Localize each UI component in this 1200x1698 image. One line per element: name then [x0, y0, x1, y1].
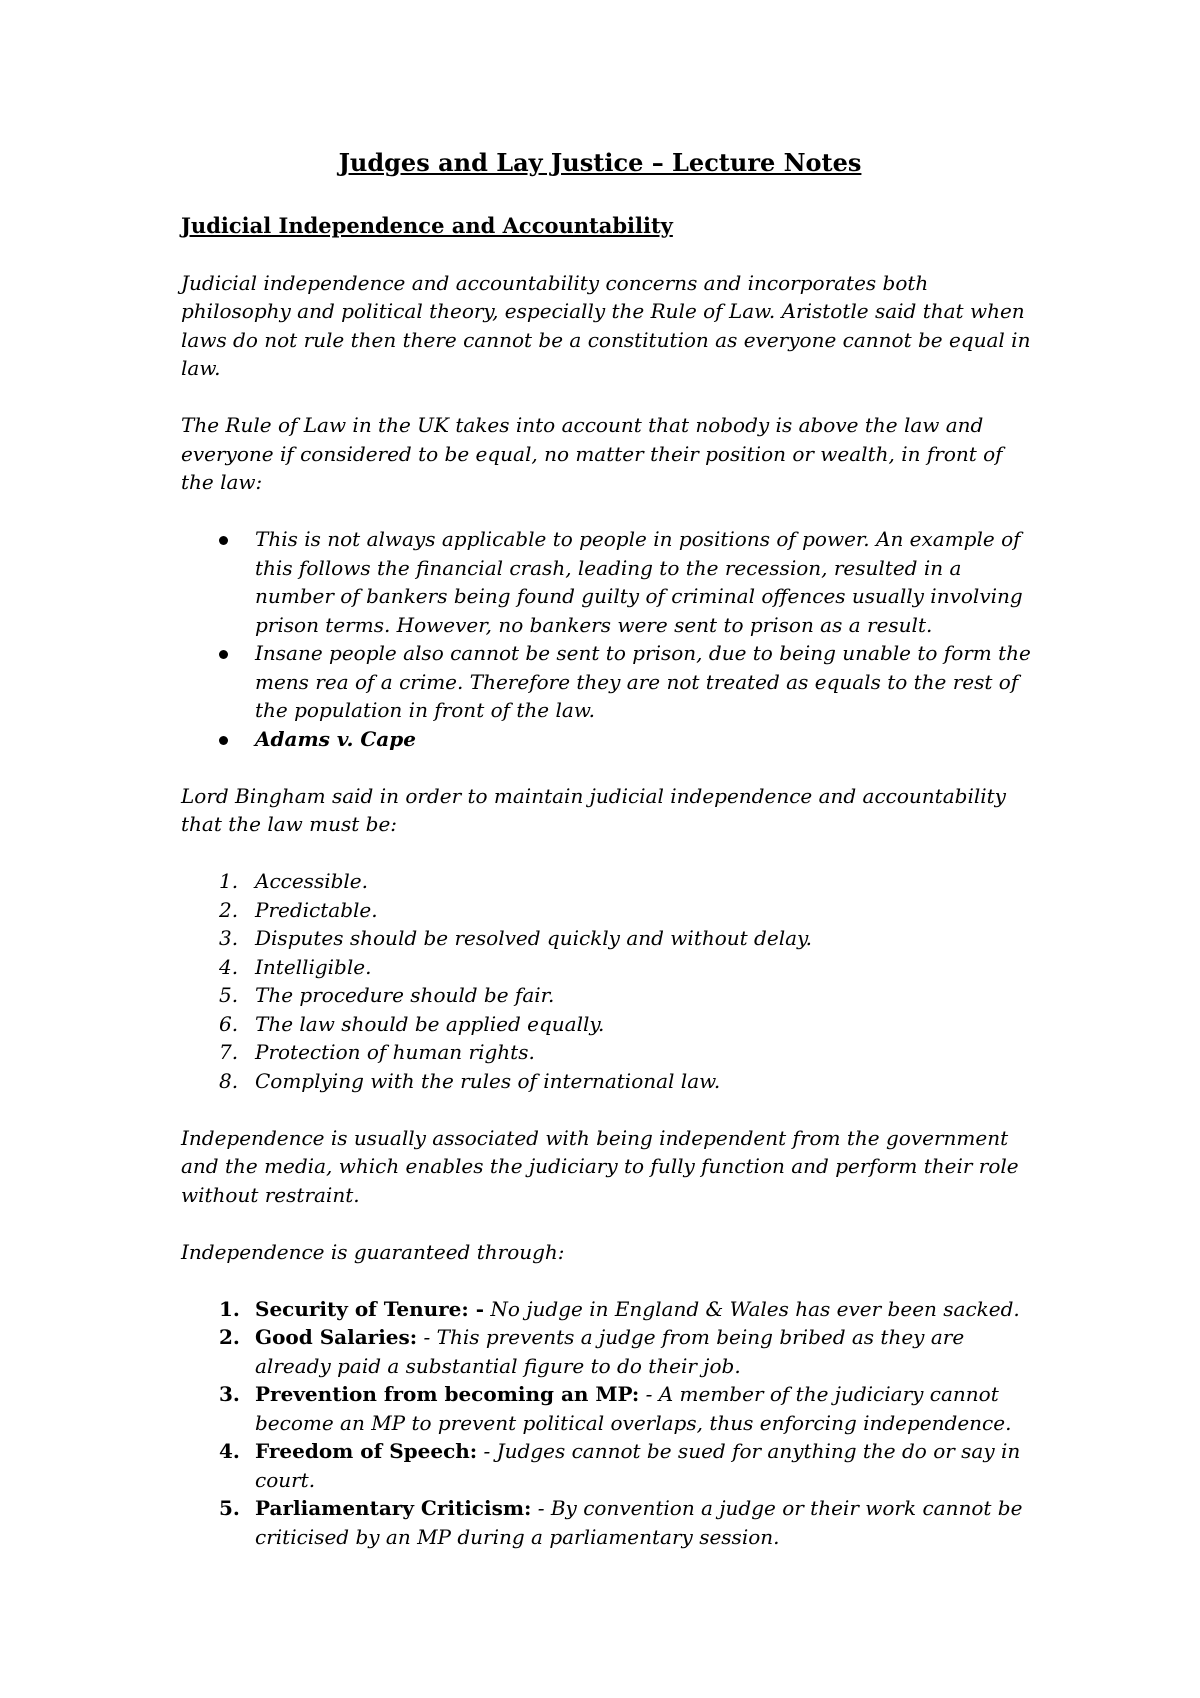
- list-item-text: This is not always applicable to people in positions of power. An example of this follows the financial crash, leading to the recession, resulted in a number of bankers being found guilty of criminal offences usually involving prison terms. However, no bankers were sent to prison as a result.: [255, 527, 1023, 637]
- list-item: [181, 525, 1031, 639]
- list-item: [181, 1295, 1031, 1324]
- list-number: 1.: [219, 1296, 240, 1321]
- list-item-text: The procedure should be fair.: [255, 983, 555, 1007]
- paragraph-guaranteed: Independence is guaranteed through:: [181, 1239, 565, 1264]
- list-number: 3.: [219, 926, 239, 950]
- list-item-text: Accessible.: [255, 869, 368, 893]
- list-item: [181, 1494, 1031, 1551]
- list-item: [181, 924, 1031, 953]
- list-item: [181, 1067, 1031, 1096]
- paragraph-rule-of-law: The Rule of Law in the UK takes into account that nobody is above the law and everyone if considered to be equal, no matter their position or wealth, in front of the law:: [181, 413, 1003, 494]
- guarantee-term: Prevention from becoming an MP:: [255, 1382, 640, 1406]
- list-number: 2.: [219, 897, 239, 922]
- list-item-text: Predictable.: [255, 897, 378, 922]
- guarantee-term: Security of Tenure: -: [255, 1296, 485, 1321]
- guarantees-list: [181, 1295, 1031, 1552]
- list-number: 5.: [219, 1496, 240, 1520]
- list-number: 4.: [219, 1439, 240, 1463]
- list-item: [181, 953, 1031, 982]
- list-number: 3.: [219, 1382, 240, 1406]
- paragraph-intro: Judicial independence and accountability concerns and incorporates both philosophy and political theory, especially the Rule of Law. Aristotle said that when laws do not rule then there cannot be a constitution as everyone cannot be equal in law.: [181, 270, 1031, 380]
- list-item: [181, 867, 1031, 896]
- bullet-icon: [219, 536, 228, 545]
- list-item: [181, 725, 1031, 754]
- guarantee-description: - This prevents a judge from being bribed as they are already paid a substantial figure to do their job.: [255, 1325, 965, 1378]
- bullet-list: [181, 525, 1031, 753]
- list-number: 2.: [219, 1325, 240, 1349]
- bullet-icon: [219, 736, 228, 745]
- list-item: [181, 981, 1031, 1010]
- list-number: 1.: [219, 869, 239, 893]
- list-item: [181, 1437, 1031, 1494]
- list-item: [181, 1038, 1031, 1067]
- section-heading: Judicial Independence and Accountability: [181, 213, 673, 238]
- case-citation: Adams v. Cape: [255, 726, 416, 751]
- list-item-text: Intelligible.: [255, 954, 372, 979]
- list-item-text: Disputes should be resolved quickly and without delay.: [255, 926, 813, 950]
- list-number: 5.: [219, 983, 239, 1007]
- guarantee-term: Good Salaries:: [255, 1325, 418, 1349]
- guarantee-term: Parliamentary Criticism:: [255, 1496, 532, 1520]
- list-item: [181, 1380, 1031, 1437]
- guarantee-description: No judge in England & Wales has ever been sacked.: [484, 1296, 1020, 1321]
- list-number: 7.: [219, 1040, 239, 1064]
- list-item-text: The law should be applied equally.: [255, 1011, 605, 1036]
- document-body: [181, 212, 1031, 1551]
- list-item-text: Insane people also cannot be sent to prison, due to being unable to form the mens rea of a crime. Therefore they are not treated as equals to the rest of the population in front of the law.: [255, 641, 1031, 722]
- guarantee-term: Freedom of Speech:: [255, 1439, 478, 1463]
- list-number: 6.: [219, 1011, 239, 1036]
- list-number: 8.: [219, 1068, 239, 1093]
- list-item: [181, 1010, 1031, 1039]
- list-item: [181, 896, 1031, 925]
- list-number: 4.: [219, 954, 239, 979]
- bullet-icon: [219, 650, 228, 659]
- guarantee-description: - By convention a judge or their work cannot be criticised by an MP during a parliamentary session.: [255, 1496, 1023, 1549]
- document-title: Judges and Lay Justice – Lecture Notes: [338, 148, 862, 177]
- bingham-list: [181, 867, 1031, 1095]
- paragraph-independence: Independence is usually associated with being independent from the government and the media, which enables the judiciary to fully function and perform their role without restraint.: [181, 1125, 1019, 1207]
- paragraph-bingham: Lord Bingham said in order to maintain judicial independence and accountability that the law must be:: [181, 783, 1006, 836]
- list-item: [181, 639, 1031, 725]
- list-item-text: Complying with the rules of international law.: [255, 1068, 721, 1093]
- list-item-text: Protection of human rights.: [255, 1040, 535, 1064]
- guarantee-description: - A member of the judiciary cannot become an MP to prevent political overlaps, thus enforcing independence.: [255, 1382, 1012, 1435]
- guarantee-description: - Judges cannot be sued for anything the do or say in court.: [255, 1439, 1021, 1492]
- list-item: [181, 1323, 1031, 1380]
